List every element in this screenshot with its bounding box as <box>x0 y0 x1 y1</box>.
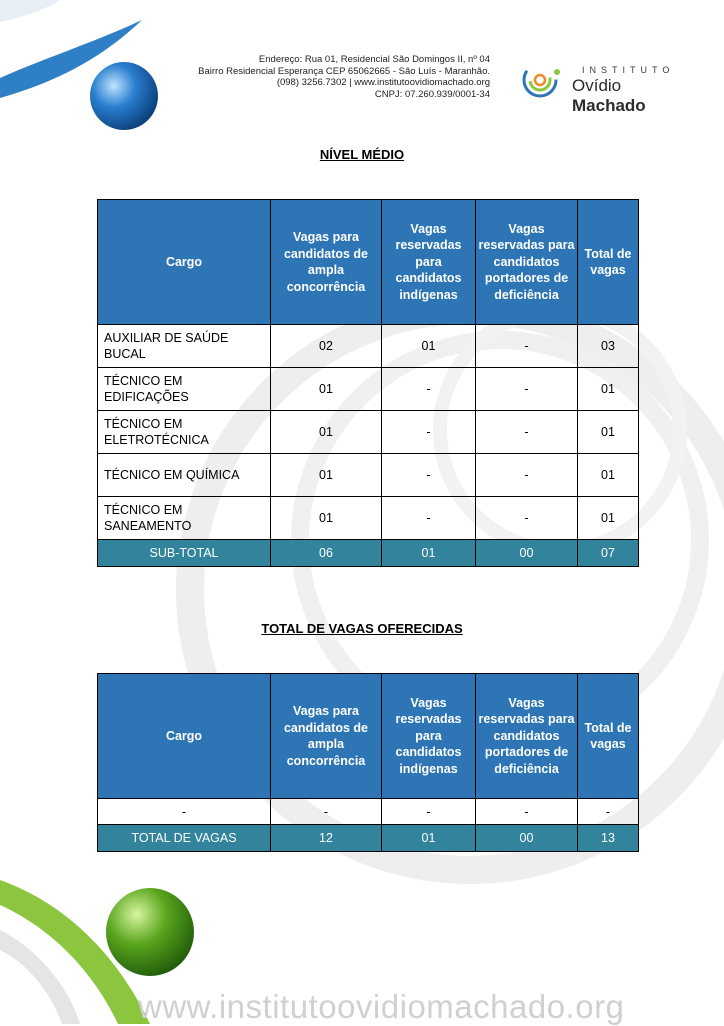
contact-line: (098) 3256.7302 | www.institutoovidiomachado.org <box>276 77 490 88</box>
cell-deficiencia: - <box>476 799 578 825</box>
logo-line-2 <box>572 76 696 116</box>
cell-cargo: - <box>98 799 271 825</box>
table-row <box>98 497 639 540</box>
column-header-cargo: Cargo <box>98 674 271 799</box>
cell-indigenas: - <box>382 411 476 454</box>
cell-ampla: 01 <box>271 368 382 411</box>
section-title-total-vagas: TOTAL DE VAGAS OFERECIDAS <box>261 621 463 636</box>
total-row <box>98 825 639 852</box>
cell-cargo: TÉCNICO EM QUÍMICA <box>98 454 271 497</box>
column-header-cargo: Cargo <box>98 200 271 325</box>
cell-indigenas: - <box>382 497 476 540</box>
cell-total-label: TOTAL DE VAGAS <box>98 825 271 852</box>
cell-cargo: TÉCNICO EM SANEAMENTO <box>98 497 271 540</box>
column-header-ampla: Vagas para candidatos de ampla concorrência <box>271 200 382 325</box>
header-address-block <box>160 54 490 100</box>
cell-deficiencia: - <box>476 325 578 368</box>
cell-ampla: 01 <box>271 497 382 540</box>
cell-total-ampla: 12 <box>271 825 382 852</box>
institute-logo <box>516 58 696 115</box>
cell-ampla: 02 <box>271 325 382 368</box>
column-header-indigenas: Vagas reservadas para candidatos indígenas <box>382 674 476 799</box>
cell-ampla: 01 <box>271 411 382 454</box>
column-header-ampla: Vagas para candidatos de ampla concorrência <box>271 674 382 799</box>
cell-subtotal-deficiencia: 00 <box>476 540 578 567</box>
cell-indigenas: - <box>382 368 476 411</box>
cell-cargo: TÉCNICO EM EDIFICAÇÕES <box>98 368 271 411</box>
cell-subtotal-indigenas: 01 <box>382 540 476 567</box>
address-line-1: Endereço: Rua 01, Residencial São Domingos II, nº 04 <box>258 54 490 65</box>
nivel-medio-table <box>97 199 639 567</box>
subtotal-row <box>98 540 639 567</box>
cell-indigenas: - <box>382 454 476 497</box>
section-title-nivel-medio: NÍVEL MÉDIO <box>319 147 405 162</box>
cell-indigenas: - <box>382 799 476 825</box>
cell-total: 01 <box>578 411 639 454</box>
cell-subtotal-ampla: 06 <box>271 540 382 567</box>
column-header-indigenas: Vagas reservadas para candidatos indígenas <box>382 200 476 325</box>
table-row <box>98 325 639 368</box>
cell-ampla: 01 <box>271 454 382 497</box>
logo-name-bold: Machado <box>572 96 646 115</box>
table-row <box>98 799 639 825</box>
cell-subtotal-label: SUB-TOTAL <box>98 540 271 567</box>
table-row <box>98 368 639 411</box>
cell-deficiencia: - <box>476 497 578 540</box>
table-header-row <box>98 200 639 325</box>
logo-mark-icon <box>516 58 564 102</box>
cell-subtotal-total: 07 <box>578 540 639 567</box>
cell-deficiencia: - <box>476 411 578 454</box>
cell-deficiencia: - <box>476 454 578 497</box>
cell-cargo: TÉCNICO EM ELETROTÉCNICA <box>98 411 271 454</box>
cell-total: 03 <box>578 325 639 368</box>
cell-total: - <box>578 799 639 825</box>
logo-name-light: Ovídio <box>572 76 622 95</box>
column-header-total: Total de vagas <box>578 200 639 325</box>
cell-ampla: - <box>271 799 382 825</box>
cell-deficiencia: - <box>476 368 578 411</box>
cell-total: 01 <box>578 454 639 497</box>
table-header-row <box>98 674 639 799</box>
cell-total-indigenas: 01 <box>382 825 476 852</box>
column-header-deficiencia: Vagas reservadas para candidatos portadores de deficiência <box>476 674 578 799</box>
footer-website-watermark: www.institutoovidiomachado.org <box>138 988 625 1025</box>
cell-cargo: AUXILIAR DE SAÚDE BUCAL <box>98 325 271 368</box>
cell-total-deficiencia: 00 <box>476 825 578 852</box>
address-line-2: Bairro Residencial Esperança CEP 65062665 - São Luís - Maranhão. <box>198 65 490 77</box>
table-row <box>98 411 639 454</box>
table-row <box>98 454 639 497</box>
column-header-total: Total de vagas <box>578 674 639 799</box>
cell-total-total: 13 <box>578 825 639 852</box>
column-header-deficiencia: Vagas reservadas para candidatos portadores de deficiência <box>476 200 578 325</box>
logo-line-1: INSTITUTO <box>582 65 675 75</box>
cell-total: 01 <box>578 497 639 540</box>
total-vagas-table <box>97 673 639 852</box>
cnpj-line: CNPJ: 07.260.939/0001-34 <box>374 88 490 100</box>
cell-total: 01 <box>578 368 639 411</box>
cell-indigenas: 01 <box>382 325 476 368</box>
